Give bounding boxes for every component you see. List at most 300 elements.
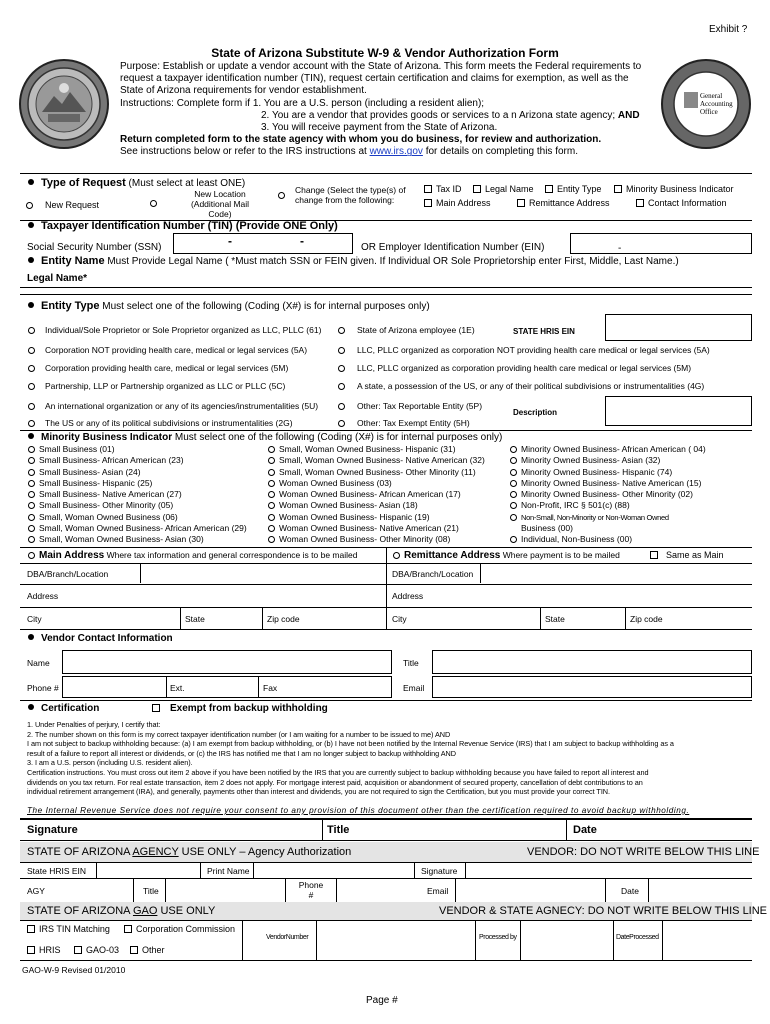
exempt-backup[interactable]: [152, 703, 328, 714]
minority-option[interactable]: [28, 512, 247, 523]
tax-id-label: Tax ID: [436, 184, 462, 194]
change-minority[interactable]: [614, 184, 734, 194]
main-address-label: Main Address: [436, 198, 491, 208]
change-entity-type[interactable]: [545, 184, 601, 194]
checkbox-icon[interactable]: [124, 925, 132, 933]
checkbox-icon[interactable]: [614, 185, 622, 193]
remit-address-note: Where payment is to be mailed: [500, 550, 620, 560]
minority-label: Small, Woman Owned Business- Native American (32): [279, 455, 485, 466]
new-request-label: New Request: [45, 200, 100, 210]
checkbox-icon[interactable]: [473, 185, 481, 193]
minority-option[interactable]: [28, 467, 247, 478]
main-address-field[interactable]: [70, 585, 386, 607]
minority-label: Woman Owned Business- African American (17): [279, 489, 461, 500]
radio-icon[interactable]: [28, 552, 35, 559]
signature-field[interactable]: [90, 820, 318, 840]
remit-address-field[interactable]: [440, 585, 752, 607]
gao-03-label: GAO-03: [86, 945, 120, 955]
radio-icon[interactable]: [338, 383, 345, 390]
checkbox-icon[interactable]: [517, 199, 525, 207]
ssn-dash-1: -: [228, 234, 232, 248]
entity-right-5-label: Other: Tax Exempt Entity (5H): [357, 418, 470, 428]
radio-icon[interactable]: [28, 502, 35, 509]
gao-header: [27, 905, 215, 917]
radio-icon[interactable]: [28, 446, 35, 453]
minority-option[interactable]: [268, 455, 485, 466]
checkbox-icon[interactable]: [130, 946, 138, 954]
minority-title: Minority Business Indicator: [41, 432, 173, 443]
main-zip-label: Zip code: [267, 614, 300, 624]
radio-icon[interactable]: [150, 200, 157, 207]
contact-phone-field[interactable]: [62, 676, 392, 698]
gao-date-processed-label: DateProcessed: [616, 934, 659, 941]
main-address-label: Address: [27, 591, 59, 601]
minority-option[interactable]: [28, 523, 247, 534]
certification-text: [27, 720, 757, 797]
minority-option[interactable]: [28, 455, 247, 466]
radio-icon[interactable]: [278, 192, 285, 199]
radio-icon[interactable]: [268, 480, 275, 487]
tin-heading: [28, 220, 338, 232]
main-address-note: Where tax information and general correspondence is to be mailed: [104, 550, 358, 560]
same-as-main[interactable]: [650, 550, 724, 560]
radio-icon[interactable]: [510, 480, 517, 487]
seal-text-3: Office: [700, 108, 718, 116]
radio-icon[interactable]: [338, 365, 345, 372]
description-label: Description: [513, 408, 558, 417]
radio-icon[interactable]: [28, 525, 35, 532]
entity-left-5[interactable]: [28, 418, 293, 428]
contact-email-field[interactable]: [432, 676, 752, 698]
description-field[interactable]: [605, 396, 752, 426]
cert-line: Certification instructions. You must cross out item 2 above if you have been notified by the IRS that you are currently subject to backup withholding because you have failed to report all interest and: [27, 767, 649, 777]
minority-heading: [28, 432, 502, 443]
legal-name-label: Legal Name*: [27, 273, 88, 284]
agency-hris-label: State HRIS EIN: [27, 866, 87, 876]
radio-icon[interactable]: [510, 502, 517, 509]
minority-option[interactable]: [28, 478, 247, 489]
entity-right-2-label: LLC, PLLC organized as corporation providing health care medical or legal services (5M): [357, 363, 692, 373]
type-of-request-title: Type of Request: [41, 177, 126, 189]
cert-line: result of a failure to report all interest or dividends, or (c) the IRS has notified me that I am no longer subject to backup withholding AND: [27, 748, 456, 758]
checkbox-icon[interactable]: [636, 199, 644, 207]
checkbox-icon[interactable]: [74, 946, 82, 954]
minority-label: Non-Profit, IRC § 501(c) (88): [521, 500, 630, 511]
agency-signature-label: Signature: [421, 866, 458, 876]
form-title: State of Arizona Substitute W-9 & Vendor Authorization Form: [211, 46, 559, 60]
minority-option[interactable]: [28, 534, 247, 545]
radio-icon[interactable]: [26, 202, 33, 209]
radio-icon[interactable]: [510, 514, 517, 521]
see-pre: See instructions below or refer to the IRS instructions at: [120, 146, 370, 158]
minority-label: Small Business (01): [39, 444, 115, 454]
agency-email-label: Email: [427, 886, 449, 896]
type-of-request-note: (Must select at least ONE): [125, 178, 246, 189]
main-address-heading: [28, 550, 357, 561]
minority-label: Woman Owned Business (03): [279, 477, 392, 488]
contact-email-label: Email: [403, 683, 425, 693]
instructions-line-3: 3. You will receive payment from the State of Arizona.: [261, 122, 498, 134]
radio-icon[interactable]: [338, 327, 345, 334]
agency-phone-l2: #: [308, 890, 314, 900]
entity-left-5-label: The US or any of its political subdivisions or instrumentalities (2G): [45, 418, 293, 428]
entity-left-2[interactable]: [28, 363, 288, 373]
same-as-main-label: Same as Main: [666, 550, 724, 560]
radio-icon[interactable]: [393, 552, 400, 559]
minority-option[interactable]: [510, 455, 706, 466]
radio-icon[interactable]: [268, 469, 275, 476]
agency-agy-label: AGY: [27, 886, 45, 896]
see-post: for details on completing this form.: [422, 146, 578, 158]
state-hris-label: STATE HRIS EIN: [513, 327, 575, 336]
exhibit-label: Exhibit ?: [709, 24, 748, 35]
radio-icon[interactable]: [28, 383, 35, 390]
gao-other[interactable]: [130, 945, 165, 955]
exempt-label: Exempt from backup withholding: [170, 703, 328, 714]
instructions-line-1: Instructions: Complete form if 1. You are a U.S. person (including a resident alien);: [120, 97, 485, 109]
minority-label-cont: Business (00): [521, 523, 573, 534]
legal-name-label: Legal Name: [485, 184, 534, 194]
see-text: [120, 146, 655, 158]
agency-header-post: USE ONLY – Agency Authorization: [178, 846, 352, 858]
minority-col-3: [510, 444, 706, 546]
gao-corp-label: Corporation Commission: [136, 924, 236, 934]
signature-label: Signature: [27, 824, 78, 836]
checkbox-icon[interactable]: [650, 551, 658, 559]
purpose-block: [120, 61, 655, 159]
main-state-label: State: [185, 614, 205, 624]
radio-icon[interactable]: [28, 347, 35, 354]
radio-icon[interactable]: [268, 457, 275, 464]
radio-icon[interactable]: [28, 536, 35, 543]
minority-label: Woman Owned Business- Native American (21): [279, 523, 459, 534]
minority-option[interactable]: [268, 489, 485, 500]
minority-label: Small Business- African American (23): [39, 455, 184, 466]
remit-address-heading: [393, 550, 620, 561]
cert-line: 3. I am a U.S. person (including U.S. resident alien).: [27, 758, 193, 768]
minority-label: Minority Business Indicator: [626, 184, 734, 194]
contact-title: Vendor Contact Information: [41, 633, 173, 644]
remit-dba-field[interactable]: [481, 564, 752, 583]
change-tax-id[interactable]: [424, 184, 462, 194]
contact-title-field[interactable]: [432, 650, 752, 674]
change-radio[interactable]: [278, 190, 289, 200]
gao-date-processed-field[interactable]: [663, 921, 752, 960]
change-legal-name[interactable]: [473, 184, 534, 194]
minority-label: Small Business- Other Minority (05): [39, 500, 174, 511]
entity-right-0[interactable]: [338, 325, 475, 335]
remit-state-label: State: [545, 614, 565, 624]
remit-city-label: City: [392, 614, 407, 624]
gao-header-u: GAO: [132, 905, 158, 917]
radio-icon[interactable]: [28, 514, 35, 521]
entity-left-0-label: Individual/Sole Proprietor or Sole Proprietor organized as LLC, PLLC (61): [45, 325, 322, 335]
certification-heading: [28, 703, 99, 714]
radio-icon[interactable]: [510, 469, 517, 476]
radio-icon[interactable]: [510, 491, 517, 498]
checkbox-icon[interactable]: [27, 925, 35, 933]
minority-label: Small, Woman Owned Business (06): [39, 511, 178, 522]
minority-label: Minority Owned Business- Other Minority (02): [521, 489, 693, 500]
legal-name-field[interactable]: [20, 268, 752, 288]
entity-left-1[interactable]: [28, 345, 307, 355]
gao-irs-tin[interactable]: [27, 924, 110, 934]
remit-zip-label: Zip code: [630, 614, 663, 624]
minority-label: Woman Owned Business- Other Minority (08): [279, 534, 451, 545]
minority-option[interactable]: [268, 467, 485, 478]
change-contact[interactable]: [636, 198, 727, 208]
entity-right-4-label: Other: Tax Reportable Entity (5P): [357, 401, 483, 411]
gao-hris[interactable]: [27, 945, 61, 955]
main-address-title: Main Address: [39, 550, 105, 561]
minority-option[interactable]: [510, 444, 706, 455]
agency-header: [27, 846, 351, 858]
entity-left-0[interactable]: [28, 325, 321, 335]
gao-corp[interactable]: [124, 924, 235, 934]
minority-option[interactable]: [268, 523, 485, 534]
entity-right-3[interactable]: [338, 381, 704, 391]
minority-option[interactable]: [268, 534, 485, 545]
minority-label: Small Business- Hispanic (25): [39, 477, 153, 488]
checkbox-icon[interactable]: [27, 946, 35, 954]
gao-header-post: USE ONLY: [157, 905, 216, 917]
irs-note: The Internal Revenue Service does not require your consent to any provision of this document other than the certification required to avoid backup withholding.: [27, 806, 690, 815]
radio-icon[interactable]: [268, 536, 275, 543]
agency-vendor-note: VENDOR: DO NOT WRITE BELOW THIS LINE: [527, 846, 760, 858]
contact-label: Contact Information: [648, 198, 727, 208]
radio-icon[interactable]: [28, 420, 35, 427]
gao-processed-by-field[interactable]: [521, 921, 613, 960]
certification-title: Certification: [41, 703, 100, 714]
ein-dash: -: [618, 243, 622, 254]
main-dba-field[interactable]: [141, 564, 386, 583]
radio-icon[interactable]: [268, 491, 275, 498]
cert-line: 1. Under Penalties of perjury, I certify that:: [27, 720, 161, 729]
checkbox-icon[interactable]: [545, 185, 553, 193]
minority-col-1: [28, 444, 247, 546]
minority-label: Minority Owned Business- African American ( 04): [521, 444, 706, 454]
radio-icon[interactable]: [510, 446, 517, 453]
change-main-address[interactable]: [424, 198, 491, 208]
checkbox-icon[interactable]: [152, 704, 160, 712]
cert-date-label: Date: [573, 824, 597, 836]
contact-fax-label: Fax: [263, 683, 278, 693]
entity-type-label: Entity Type: [557, 184, 602, 194]
entity-right-2[interactable]: [338, 363, 691, 373]
gao-seal: [660, 58, 752, 150]
radio-icon[interactable]: [510, 457, 517, 464]
agency-date-label: Date: [621, 886, 639, 896]
minority-label: Small, Woman Owned Business- Asian (30): [39, 534, 204, 545]
minority-label: Non-Small, Non-Minority or Non-Woman Owned: [521, 512, 669, 522]
ein-label: OR Employer Identification Number (EIN): [361, 242, 545, 253]
entity-left-3[interactable]: [28, 381, 285, 391]
minority-option[interactable]: [510, 478, 706, 489]
agency-header-u: AGENCY: [132, 846, 179, 858]
new-request-option[interactable]: [26, 200, 99, 210]
entity-type-heading: [28, 300, 430, 312]
minority-option[interactable]: [510, 512, 706, 523]
ein-field[interactable]: [570, 233, 752, 254]
ssn-label: Social Security Number (SSN): [27, 242, 162, 253]
minority-option[interactable]: [28, 444, 247, 455]
minority-label: Small, Woman Owned Business- Hispanic (31): [279, 444, 456, 454]
contact-title-label: Title: [403, 658, 419, 668]
entity-left-2-label: Corporation providing health care, medical or legal services (5M): [45, 363, 289, 373]
radio-icon[interactable]: [28, 403, 35, 410]
remit-address-title: Remittance Address: [404, 550, 501, 561]
minority-label: Woman Owned Business- Asian (18): [279, 500, 418, 511]
state-hris-field[interactable]: [605, 314, 752, 341]
contact-name-field[interactable]: [62, 650, 392, 674]
type-of-request-heading: [28, 177, 245, 189]
radio-icon[interactable]: [28, 327, 35, 334]
return-text: Return completed form to the state agency with whom you do business, for review and authorization.: [120, 134, 602, 146]
entity-type-title: Entity Type: [41, 300, 100, 312]
checkbox-icon[interactable]: [424, 185, 432, 193]
gao-other-label: Other: [142, 945, 165, 955]
minority-label: Minority Owned Business- Hispanic (74): [521, 466, 673, 477]
purpose-line-3: State of Arizona requirements for vendor establishment.: [120, 85, 367, 97]
new-location-l1: New Location: [194, 189, 246, 199]
irs-link[interactable]: www.irs.gov: [369, 146, 423, 158]
minority-label: Small Business- Asian (24): [39, 466, 141, 477]
new-location-l2: (Additional Mail: [190, 199, 250, 209]
cert-date-field[interactable]: [605, 820, 752, 840]
remit-address-label: Address: [392, 591, 424, 601]
gao-vendor-number-field[interactable]: [317, 921, 475, 960]
purpose-line-1: Purpose: Establish or update a vendor account with the State of Arizona. This form meets the Federal requirements to: [120, 61, 642, 72]
agency-phone-l1: Phone: [298, 880, 324, 890]
agency-title-label: Title: [143, 886, 159, 896]
gao-processed-by-label: Processed by: [479, 934, 517, 941]
gao-vendor-number-label: VendorNumber: [266, 934, 309, 941]
main-dba-label: DBA/Branch/Location: [27, 569, 109, 579]
radio-icon[interactable]: [28, 457, 35, 464]
cert-line: dividends on you tax return. For real estate transaction, item 2 does not apply. For mortgage interest paid, acquisition or abandonment of secured property, cancellation of debt contributions to an: [27, 777, 643, 787]
minority-label: Small, Woman Owned Business- African American (29): [39, 523, 247, 534]
radio-icon[interactable]: [28, 491, 35, 498]
gao-vendor-note: VENDOR & STATE AGNECY: DO NOT WRITE BELOW THIS LINE: [439, 905, 768, 917]
radio-icon[interactable]: [268, 525, 275, 532]
radio-icon[interactable]: [338, 403, 345, 410]
agency-phone-label: [290, 880, 332, 900]
entity-right-0-label: State of Arizona employee (1E): [357, 325, 475, 335]
radio-icon[interactable]: [28, 469, 35, 476]
ssn-field[interactable]: [173, 233, 353, 254]
entity-name-note: Must Provide Legal Name ( *Must match SSN or FEIN given. If Individual OR Sole Proprietorship enter First, Middle, Last Name.): [104, 256, 679, 267]
contact-phone-label: Phone #: [27, 683, 59, 693]
minority-option[interactable]: [28, 500, 247, 511]
minority-label: Individual, Non-Business (00): [521, 534, 633, 545]
entity-left-1-label: Corporation NOT providing health care, medical or legal services (5A): [45, 345, 308, 355]
change-label: [295, 185, 406, 205]
entity-left-3-label: Partnership, LLP or Partnership organized as LLC or PLLC (5C): [45, 381, 286, 391]
gao-irs-tin-label: IRS TIN Matching: [39, 924, 110, 934]
minority-col-2: [268, 444, 485, 546]
arizona-state-seal: [18, 58, 110, 150]
new-location-radio[interactable]: [150, 198, 161, 208]
gao-hris-label: HRIS: [39, 945, 61, 955]
minority-option[interactable]: [510, 489, 706, 500]
entity-left-4-label: An international organization or any of its agencies/instrumentalities (5U): [45, 401, 319, 411]
cert-line: 2. The number shown on this form is my correct taxpayer identification number (or I am waiting for a number to be issued to me) AND: [27, 729, 451, 739]
instructions-line-2: [120, 110, 655, 122]
radio-icon[interactable]: [338, 420, 345, 427]
tin-title: Taxpayer Identification Number (TIN) (Provide ONE Only): [41, 220, 338, 232]
minority-option[interactable]: [268, 512, 485, 523]
seal-text-1: General: [700, 92, 723, 100]
entity-right-5[interactable]: [338, 418, 470, 428]
new-location-label: [180, 189, 260, 219]
agency-header-pre: STATE OF ARIZONA: [27, 846, 133, 858]
minority-option[interactable]: [510, 467, 706, 478]
gao-03[interactable]: [74, 945, 119, 955]
entity-right-1-label: LLC, PLLC organized as corporation NOT providing health care medical or legal services (5A): [357, 345, 710, 355]
entity-right-3-label: A state, a possession of the US, or any of their political subdivisions or instrumentalities (4G): [357, 381, 705, 391]
ssn-dash-2: -: [300, 234, 304, 248]
contact-heading: [28, 633, 173, 644]
new-location-l3: Code): [208, 209, 232, 219]
cert-line: individual retirement arrangement (IRA), and generally, payments other than interest and dividends, you are not required to sign the Certification, but you must provide your correct TIN.: [27, 787, 611, 797]
entity-type-note: Must select one of the following (Coding (X#) is for internal purposes only): [99, 301, 430, 312]
entity-right-1[interactable]: [338, 345, 710, 355]
form-id: GAO-W-9 Revised 01/2010: [22, 965, 126, 975]
instructions-and: AND: [617, 109, 640, 121]
minority-option[interactable]: [268, 500, 485, 511]
cert-title-label: Title: [327, 824, 350, 836]
remit-dba-label: DBA/Branch/Location: [392, 569, 474, 579]
radio-icon[interactable]: [338, 347, 345, 354]
radio-icon[interactable]: [28, 480, 35, 487]
minority-option[interactable]: [268, 478, 485, 489]
radio-icon[interactable]: [268, 514, 275, 521]
minority-option[interactable]: [510, 534, 706, 545]
change-remittance[interactable]: [517, 198, 610, 208]
page-number: Page #: [366, 995, 398, 1006]
entity-name-heading: [28, 255, 679, 267]
minority-label: Woman Owned Business- Hispanic (19): [279, 511, 430, 522]
minority-option[interactable]: [510, 500, 706, 511]
entity-name-title: Entity Name: [41, 255, 105, 267]
minority-option[interactable]: [28, 489, 247, 500]
minority-label: Small, Woman Owned Business- Other Minority (11): [279, 466, 476, 477]
radio-icon[interactable]: [268, 502, 275, 509]
contact-name-label: Name: [27, 658, 50, 668]
agency-print-name-label: Print Name: [207, 866, 250, 876]
cert-line: I am not subject to backup withholding because: (a) I am exempt from backup withholding, or (b) I have not been notified by the Internal Revenue Service (IRS) that I am subject to backup withholding as a: [27, 739, 674, 749]
minority-label: Minority Owned Business- Asian (32): [521, 455, 661, 466]
change-l2: change from the following:: [295, 195, 395, 205]
seal-text-2: Accounting: [700, 100, 733, 108]
radio-icon[interactable]: [268, 446, 275, 453]
main-city-label: City: [27, 614, 42, 624]
entity-left-4[interactable]: [28, 401, 318, 411]
minority-note: Must select one of the following (Coding (X#) is for internal purposes only): [172, 432, 503, 443]
minority-option[interactable]: [268, 444, 485, 455]
radio-icon[interactable]: [510, 536, 517, 543]
checkbox-icon[interactable]: [424, 199, 432, 207]
minority-label: Minority Owned Business- Native American (15): [521, 477, 702, 488]
radio-icon[interactable]: [28, 365, 35, 372]
cert-title-field[interactable]: [360, 820, 560, 840]
entity-right-4[interactable]: [338, 401, 482, 411]
contact-ext-label: Ext.: [170, 683, 185, 693]
minority-label: Small Business- Native American (27): [39, 489, 182, 500]
purpose-line-2: request a taxpayer identification number (TIN), request certain certification and claims for exemption, as well as the: [120, 73, 629, 85]
change-l1: Change (Select the type(s) of: [295, 185, 406, 195]
gao-header-pre: STATE OF ARIZONA: [27, 905, 133, 917]
